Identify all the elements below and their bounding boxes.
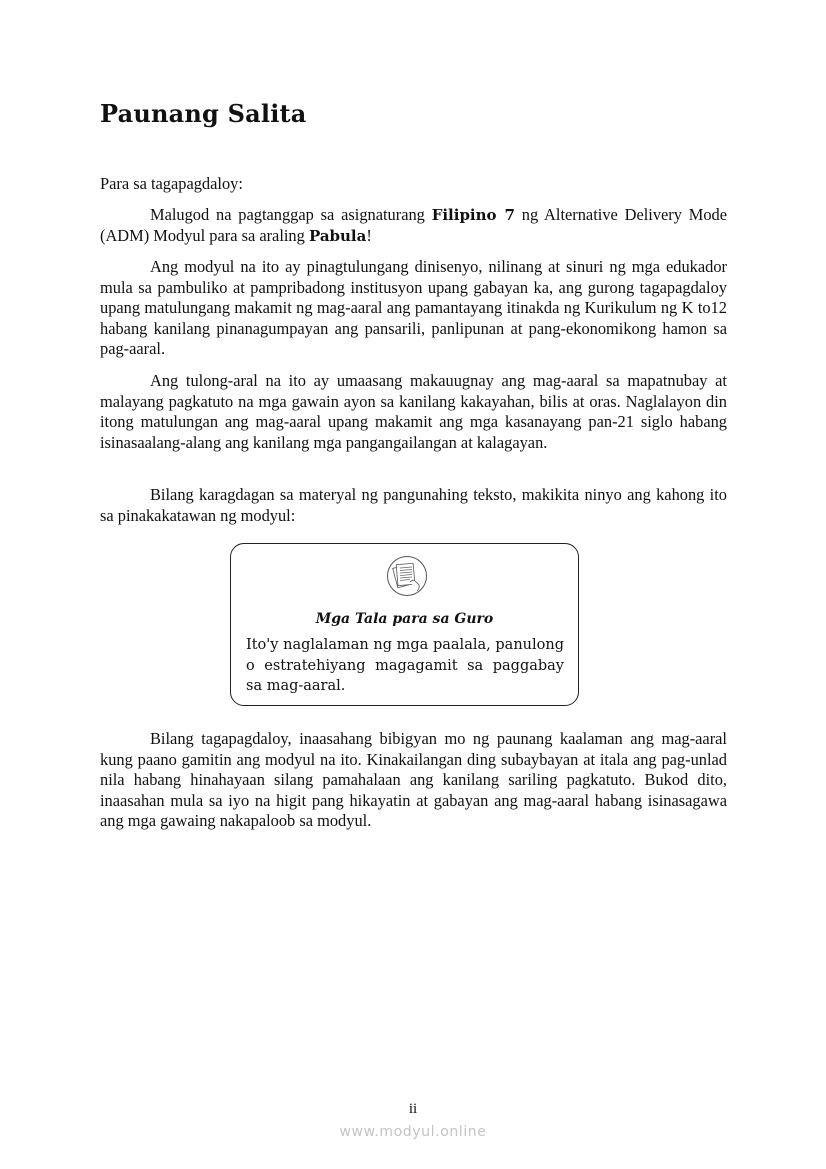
teacher-notes-title: Mga Tala para sa Guro <box>315 611 494 627</box>
greeting: Para sa tagapagdaloy: <box>100 174 243 193</box>
teacher-notes-description: Ito'y naglalaman ng mga paalala, panulong o estratehiyang magagamit sa paggabay sa mag-aaral. <box>246 637 564 694</box>
paragraph-facilitator-role: Bilang tagapagdaloy, inaasahang bibigyan mo ng paunang kaalaman ang mag-aaral kung paano gamitin ang modyul na ito. Kinakailangan ding subaybayan at itala ang pag-unlad nila habang hinahayaan silang pamahalaan ang kanilang sariling pagkatuto. Bukod dito, inaasahan mula sa iyo na higit pang hikayatin at gabayan ang mag-aaral habang isinasagawa ang mga gawaing nakapaloob sa modyul. <box>100 729 727 830</box>
page-title: Paunang Salita <box>100 99 307 128</box>
welcome-text-mid: ng Alternative Delivery Mode (ADM) Modyul para sa araling <box>100 205 728 245</box>
teacher-notes-box <box>230 543 579 706</box>
paragraph-learning-aid: Ang tulong-aral na ito ay umaasang makauugnay ang mag-aaral sa mapatnubay at malayang pagkatuto na mga gawain ayon sa kanilang kakayahan, bilis at oras. Naglalayon din itong matulungan ang mag-aaral upang makamit ang mga kasanayang pan-21 siglo habang isinasaalang-alang ang kanilang mga pangangailangan at kalagayan. <box>100 371 727 452</box>
paragraph-welcome <box>100 205 727 246</box>
teacher-notes-icon <box>386 555 428 597</box>
watermark: www.modyul.online <box>339 1124 487 1140</box>
subject-name: Filipino 7 <box>431 206 515 224</box>
welcome-text-pre: Malugod na pagtanggap sa asignaturang <box>150 205 432 224</box>
paragraph-box-intro: Bilang karagdagan sa materyal ng pangunahing teksto, makikita ninyo ang kahong ito sa pinakakatawan ng modyul: <box>100 485 727 525</box>
paragraph-module-design: Ang modyul na ito ay pinagtulungang dinisenyo, nilinang at sinuri ng mga edukador mula sa pambuliko at pampribadong institusyon upang gabayan ka, ang gurong tagapagdaloy upang matulungang makamit ng mag-aaral ang pamantayang itinakda ng Kurikulum ng K to12 habang kanilang pinanagumpayan ang pansarili, panlipunan at pang-ekonomikong hamon sa pag-aaral. <box>100 257 727 358</box>
page-number: ii <box>408 1101 418 1117</box>
lesson-name: Pabula <box>308 226 367 245</box>
welcome-text-post: ! <box>366 225 372 245</box>
